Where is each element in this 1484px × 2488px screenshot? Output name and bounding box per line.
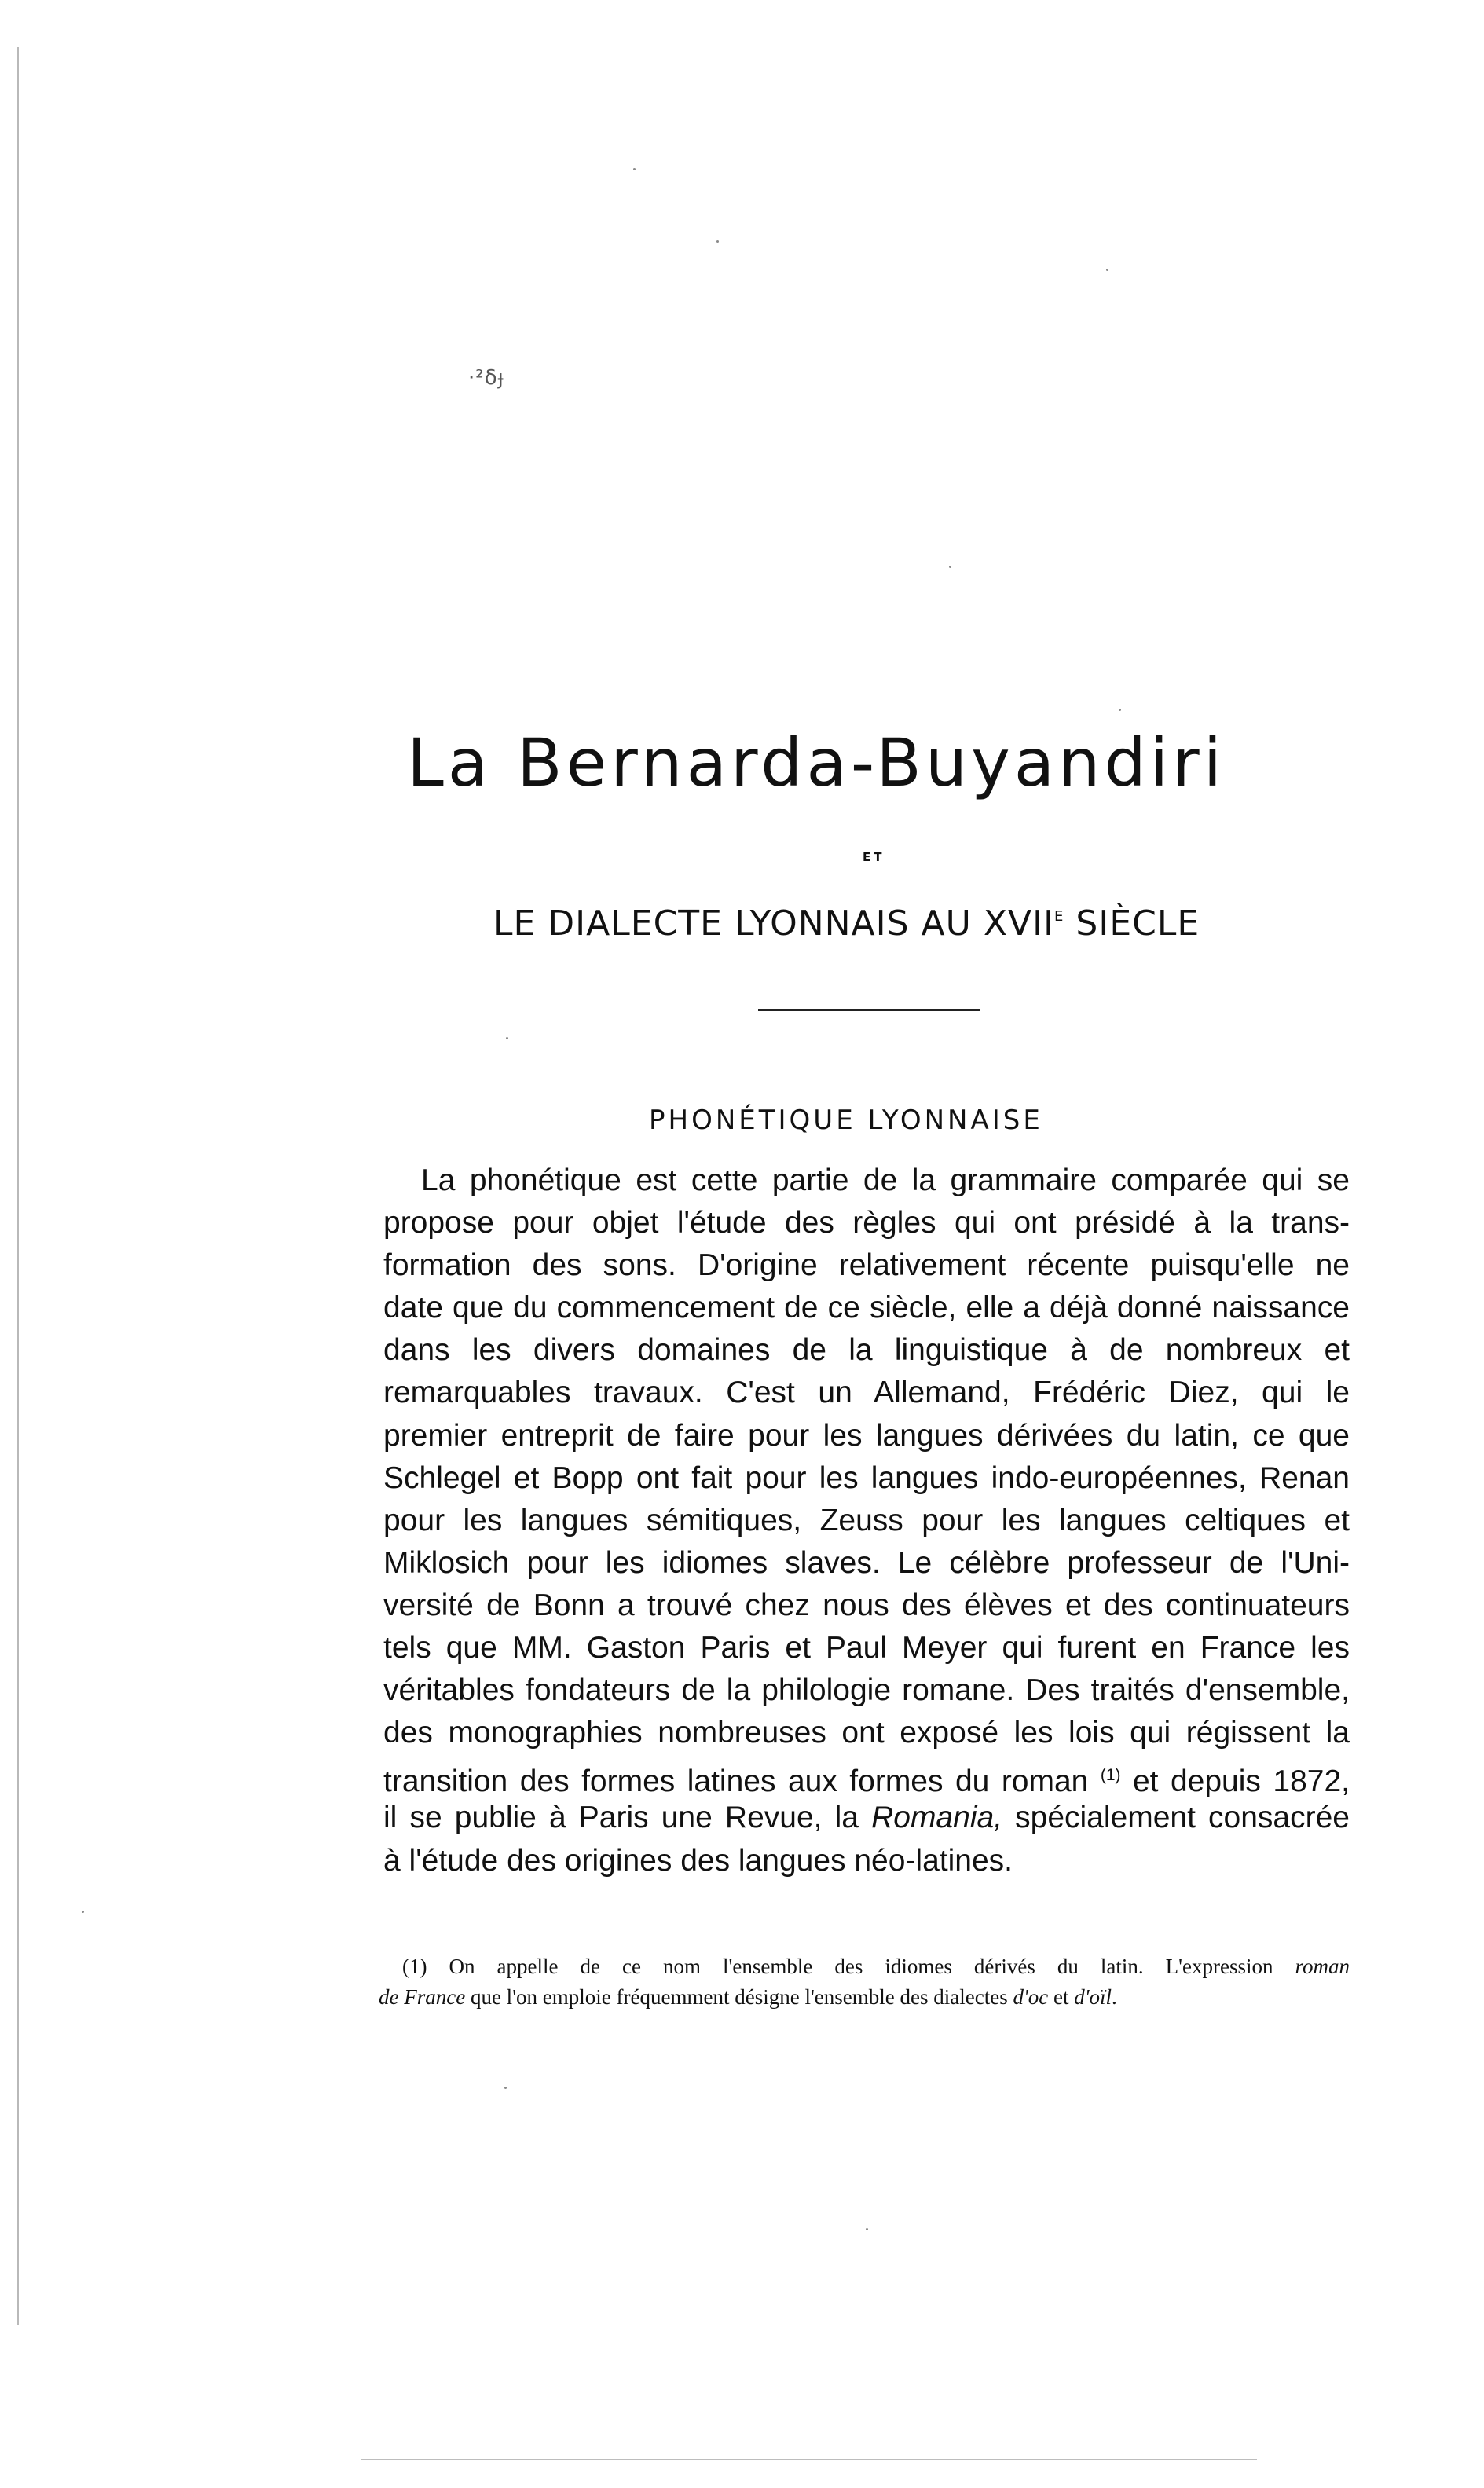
italic-term: roman <box>1295 1955 1350 1978</box>
scan-speck <box>82 1911 84 1913</box>
footnote-marker: (1) <box>402 1955 427 1978</box>
text-line: à l'étude des origines des langues néo-latines. <box>383 1843 1013 1878</box>
text-line: La phonétique est cette partie de la grammaire comparée qui se <box>421 1163 1350 1197</box>
text-line <box>383 1797 1350 1839</box>
text-segment: il se publie à Paris une Revue, la <box>383 1801 872 1835</box>
scan-speck <box>504 2087 507 2089</box>
text-line: véritables fondateurs de la philologie romane. Des traités d'ensemble, <box>383 1673 1350 1708</box>
page-edge-rule <box>17 47 19 2325</box>
text-line: premier entreprit de faire pour les langues dérivées du latin, ce que <box>383 1418 1350 1453</box>
text-segment: que l'on emploie fréquemment désigne l'ensemble des dialectes <box>465 1985 1013 2009</box>
text-segment: transition des formes latines aux formes du roman <box>383 1764 1101 1799</box>
footnote-reference: (1) <box>1100 1766 1121 1785</box>
title-divider <box>758 1009 980 1011</box>
subtitle-end: SIÈCLE <box>1064 903 1200 944</box>
text-line: tels que MM. Gaston Paris et Paul Meyer qui furent en France les <box>383 1631 1350 1665</box>
scan-speck <box>1106 269 1108 271</box>
scan-speck <box>949 566 951 568</box>
italic-term: de France <box>379 1985 466 2009</box>
section-heading: PHONÉTIQUE LYONNAISE <box>649 1105 1043 1136</box>
scan-speck <box>716 240 719 243</box>
text-line: propose pour objet l'étude des règles qui ont présidé à la trans- <box>383 1206 1350 1240</box>
text-segment: et depuis 1872, <box>1120 1764 1350 1799</box>
text-segment: . <box>1112 1985 1117 2009</box>
text-line: pour les langues sémitiques, Zeuss pour les langues celtiques et <box>383 1503 1350 1537</box>
italic-term: d'oïl <box>1074 1985 1112 2009</box>
text-line: des monographies nombreuses ont exposé les lois qui régissent la <box>383 1716 1350 1750</box>
text-line: Schlegel et Bopp ont fait pour les langues indo-européennes, Renan <box>383 1460 1350 1495</box>
marginal-ink-mark: ·²δɟ <box>468 366 504 390</box>
page-subtitle <box>493 903 1200 944</box>
journal-title: Romania, <box>871 1801 1003 1835</box>
text-segment: spécialement consacrée <box>1002 1801 1350 1835</box>
text-line: Miklosich pour les idiomes slaves. Le célèbre professeur de l'Uni- <box>383 1545 1350 1580</box>
italic-term: d'oc <box>1013 1985 1049 2009</box>
title-conjunction: ET <box>863 850 885 864</box>
page-title: La Bernarda-Buyandiri <box>407 724 1226 801</box>
text-segment: On appelle de ce nom l'ensemble des idiomes dérivés du latin. L'expression <box>427 1955 1295 1978</box>
text-segment: et <box>1048 1985 1075 2009</box>
scan-speck <box>1119 709 1121 711</box>
text-line: versité de Bonn a trouvé chez nous des élèves et des continuateurs <box>383 1588 1350 1622</box>
subtitle-main: LE DIALECTE LYONNAIS AU XVII <box>493 903 1055 944</box>
scan-speck <box>633 168 636 170</box>
footnote-line <box>379 1951 1350 1982</box>
body-paragraph <box>383 1160 1350 1882</box>
scan-speck <box>866 2228 868 2230</box>
scan-bottom-rule <box>361 2459 1257 2460</box>
scan-speck <box>506 1037 508 1039</box>
text-line: formation des sons. D'origine relativement récente puisqu'elle ne <box>383 1248 1350 1283</box>
text-line: date que du commencement de ce siècle, elle a déjà donné naissance <box>383 1291 1350 1325</box>
text-line <box>383 1754 1350 1797</box>
footnote <box>379 1951 1350 2013</box>
subtitle-superscript: E <box>1054 908 1064 925</box>
text-line: remarquables travaux. C'est un Allemand, Frédéric Diez, qui le <box>383 1376 1350 1410</box>
footnote-line <box>379 1982 1350 2013</box>
text-line: dans les divers domaines de la linguistique à de nombreux et <box>383 1333 1350 1368</box>
